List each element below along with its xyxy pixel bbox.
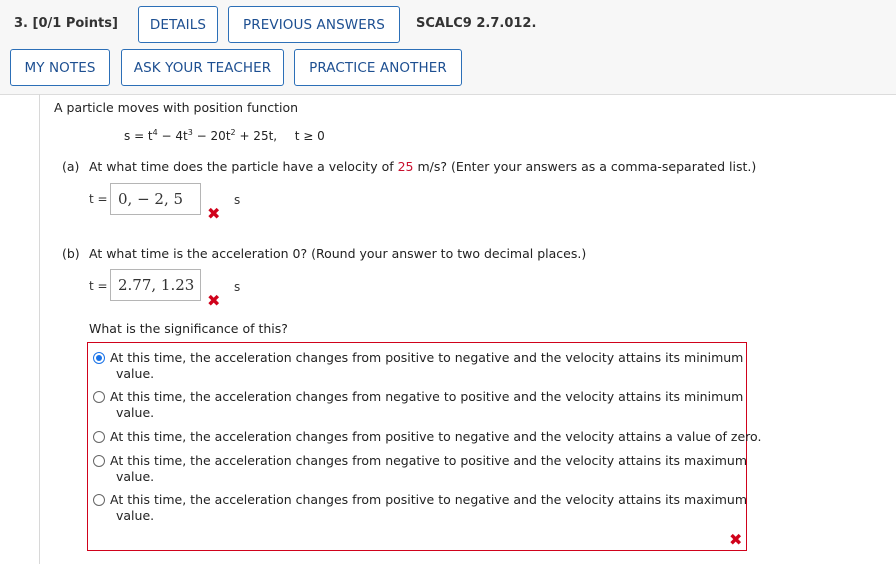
radio-icon[interactable] xyxy=(93,391,105,403)
problem-intro: A particle moves with position function xyxy=(54,100,299,115)
part-a-unit: s xyxy=(234,193,241,207)
eq-exp1: 4 xyxy=(152,128,158,137)
part-b-var-label: t = xyxy=(89,279,108,293)
incorrect-x-icon: ✖ xyxy=(207,291,221,310)
option-5-text-cont: value. xyxy=(116,508,155,523)
part-a-prompt-suffix: m/s? (Enter your answers as a comma-separated list.) xyxy=(413,159,757,174)
option-1-text: At this time, the acceleration changes from positive to negative and the velocity attains its minimum xyxy=(110,350,744,365)
eq-lhs: s = t xyxy=(124,129,153,143)
option-1-text-cont: value. xyxy=(116,366,155,381)
part-a-prompt xyxy=(89,159,756,174)
content-left-rule xyxy=(39,94,40,564)
question-number-label: 3. xyxy=(14,16,28,31)
option-3-text: At this time, the acceleration changes from positive to negative and the velocity attains a value of zero. xyxy=(110,429,762,444)
previous-answers-button[interactable]: PREVIOUS ANSWERS xyxy=(228,6,400,43)
option-5-text: At this time, the acceleration changes from positive to negative and the velocity attains its maximum xyxy=(110,492,748,507)
part-b-unit: s xyxy=(234,280,241,294)
part-b-label: (b) xyxy=(62,246,80,261)
incorrect-x-icon: ✖ xyxy=(729,530,743,549)
option-4-text-cont: value. xyxy=(116,469,155,484)
option-2-text: At this time, the acceleration changes from negative to positive and the velocity attains its minimum xyxy=(110,389,744,404)
part-b-answer-field[interactable]: 2.77, 1.23 xyxy=(110,269,201,301)
eq-term4: + 25t, xyxy=(235,129,278,143)
ask-your-teacher-button[interactable]: ASK YOUR TEACHER xyxy=(121,49,284,86)
option-2-text-cont: value. xyxy=(116,405,155,420)
incorrect-x-icon: ✖ xyxy=(207,204,221,223)
question-number xyxy=(14,16,118,31)
eq-exp2: 3 xyxy=(187,128,193,137)
eq-exp3: 2 xyxy=(230,128,236,137)
part-a-answer-field[interactable]: 0, − 2, 5 xyxy=(110,183,201,215)
radio-icon[interactable] xyxy=(93,431,105,443)
radio-selected-icon[interactable] xyxy=(93,352,105,364)
part-a-velocity-value: 25 xyxy=(397,159,414,174)
my-notes-button[interactable]: MY NOTES xyxy=(10,49,110,86)
practice-another-button[interactable]: PRACTICE ANOTHER xyxy=(294,49,462,86)
points-label: [0/1 Points] xyxy=(32,16,118,31)
part-a-prompt-text: At what time does the particle have a velocity of xyxy=(89,159,398,174)
problem-code: SCALC9 2.7.012. xyxy=(416,16,537,31)
significance-question: What is the significance of this? xyxy=(89,321,288,336)
eq-condition: t ≥ 0 xyxy=(294,129,325,143)
part-a-var-label: t = xyxy=(89,192,108,206)
part-b-prompt: At what time is the acceleration 0? (Round your answer to two decimal places.) xyxy=(89,246,587,261)
radio-icon[interactable] xyxy=(93,455,105,467)
eq-term3: − 20t xyxy=(192,129,231,143)
significance-options-box xyxy=(87,342,762,551)
question-header xyxy=(0,0,896,95)
option-4-text: At this time, the acceleration changes from negative to positive and the velocity attains its maximum xyxy=(110,453,748,468)
position-equation xyxy=(124,129,325,143)
radio-icon[interactable] xyxy=(93,494,105,506)
eq-term2: − 4t xyxy=(157,129,188,143)
details-button[interactable]: DETAILS xyxy=(138,6,218,43)
part-a-label: (a) xyxy=(62,159,80,174)
